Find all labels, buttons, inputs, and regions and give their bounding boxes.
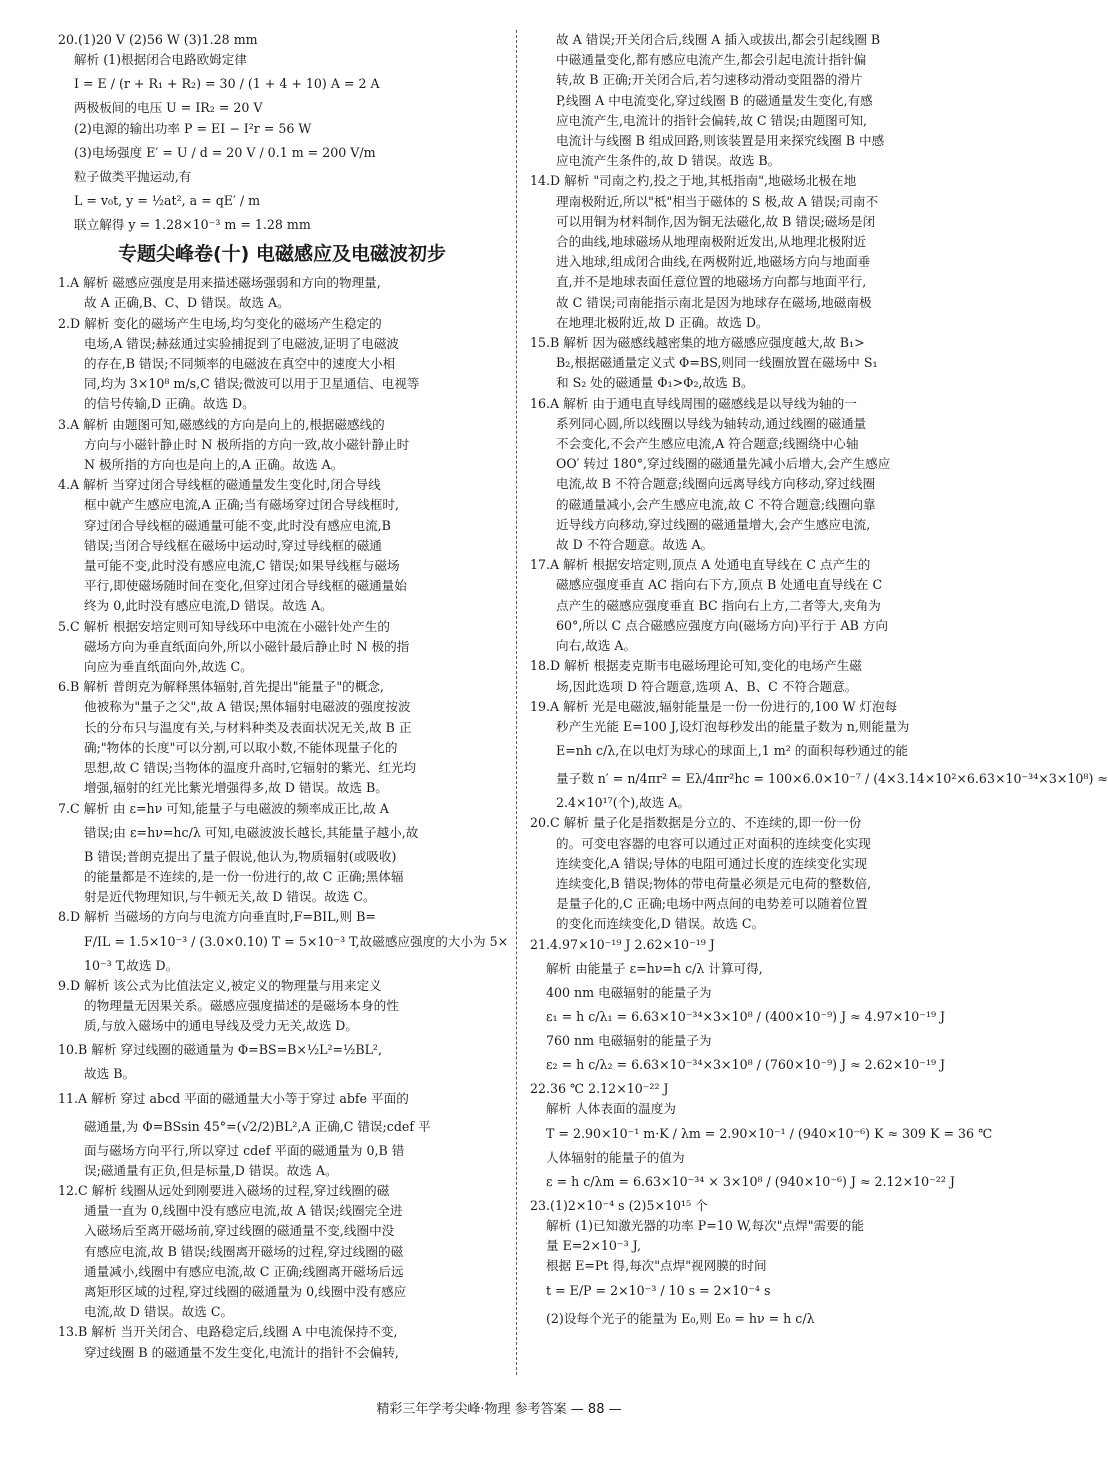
answer-line: 解析 人体表面的温度为: [546, 1101, 676, 1117]
answer-line: 方向与小磁针静止时 N 极所指的方向一致,故小磁针静止时: [84, 436, 410, 452]
answer-line: 20.C 解析 量子化是指数据是分立的、不连续的,即一份一份: [530, 815, 862, 831]
answer-line: 应电流产生条件的,故 D 错误。故选 B。: [556, 153, 781, 169]
column-divider: [516, 30, 518, 1375]
answer-line: 60°,所以 C 点合磁感应强度方向(磁场方向)平行于 AB 方向: [556, 617, 889, 633]
page-footer: 精彩三年学考尖峰·物理 参考答案 — 88 —: [376, 1402, 622, 1417]
answer-line: 量可能不变,此时没有感应电流,C 错误;如果导线框与磁场: [84, 558, 400, 574]
right-column: [530, 30, 1108, 1375]
answer-line: 的。可变电容器的电容可以通过正对面积的连续变化实现: [556, 835, 871, 851]
answer-line: 400 nm 电磁辐射的能量子为: [546, 984, 712, 1000]
answer-line: 5.C 解析 根据安培定则可知导线环中电流在小磁针处产生的: [58, 618, 390, 634]
answer-line: 质,与放入磁场中的通电导线及受力无关,故选 D。: [84, 1018, 358, 1034]
formula-line: ε₂ = h c/λ₂ = 6.63×10⁻³⁴×3×10⁸ / (760×10⁻⁹) J ≈ 2.62×10⁻¹⁹ J: [546, 1057, 946, 1073]
answer-line: (2)电源的输出功率 P = EI − I²r = 56 W: [74, 120, 312, 136]
formula-line: (2)设每个光子的能量为 E₀,则 E₀ = hν = h c/λ: [546, 1310, 815, 1326]
formula-line: T = 2.90×10⁻¹ m·K / λm = 2.90×10⁻¹ / (940×10⁻⁶) K ≈ 309 K = 36 ℃: [546, 1125, 993, 1141]
answer-line: B 错误;普朗克提出了量子假说,他认为,物质辐射(或吸收): [84, 848, 397, 864]
answer-line: 磁感应强度垂直 AC 指向右下方,顶点 B 处通电直导线在 C: [556, 577, 883, 593]
section-title: 专题尖峰卷(十) 电磁感应及电磁波初步: [118, 243, 446, 266]
answer-line: 理南极附近,所以"柢"相当于磁体的 S 极,故 A 错误;司南不: [556, 193, 879, 209]
answer-line: 同,均为 3×10⁸ m/s,C 错误;微波可以用于卫星通信、电视等: [84, 376, 420, 392]
answer-line: 转,故 B 正确;开关闭合后,若匀速移动滑动变阻器的滑片: [556, 72, 863, 88]
answer-line: 面与磁场方向平行,所以穿过 cdef 平面的磁通量为 0,B 错: [84, 1142, 405, 1158]
answer-line: 解析 (1)已知激光器的功率 P=10 W,每次"点焊"需要的能: [546, 1217, 864, 1233]
answer-line: 长的分布只与温度有关,与材料种类及表面状况无关,故 B 正: [84, 719, 412, 735]
answer-line: 20.(1)20 V (2)56 W (3)1.28 mm: [58, 32, 258, 47]
answer-line: 16.A 解析 由于通电直导线周围的磁感线是以导线为轴的一: [530, 395, 857, 411]
answer-line: 6.B 解析 普朗克为解释黑体辐射,首先提出"能量子"的概念,: [58, 679, 384, 695]
answer-line: 22.36 ℃ 2.12×10⁻²² J: [530, 1081, 669, 1097]
formula-line: (3)电场强度 E′ = U / d = 20 V / 0.1 m = 200 V/m: [74, 144, 376, 160]
answer-line: 确;"物体的长度"可以分割,可以取小数,不能体现量子化的: [84, 739, 398, 755]
answer-line: 有感应电流,故 B 错误;线圈离开磁场的过程,穿过线圈的磁: [84, 1243, 404, 1259]
answer-line: 通量减小,线圈中有感应电流,故 C 正确;线圈离开磁场后远: [84, 1263, 404, 1279]
answer-line: 7.C 解析 由 ε=hν 可知,能量子与电磁波的频率成正比,故 A: [58, 800, 389, 816]
answer-line: 在地理北极附近,故 D 正确。故选 D。: [556, 314, 769, 330]
formula-line: E=nh c/λ,在以电灯为球心的球面上,1 m² 的面积每秒通过的能: [556, 743, 909, 759]
answer-line: 系列同心圆,所以线圈以导线为轴转动,通过线圈的磁通量: [556, 415, 867, 431]
answer-line: 故 A 正确,B、C、D 错误。故选 A。: [84, 295, 290, 311]
answer-line: 错误;当闭合导线框在磁场中运动时,穿过导线框的磁通: [84, 537, 382, 553]
answer-line: 穿过线圈 B 的磁通量不发生变化,电流计的指针不会偏转,: [84, 1344, 399, 1360]
answer-line: 的磁通量减小,会产生感应电流,故 C 不符合题意;线圈向靠: [556, 496, 876, 512]
answer-line: 解析 由能量子 ε=hν=h c/λ 计算可得,: [546, 960, 763, 976]
formula-line: t = E/P = 2×10⁻³ / 10 s = 2×10⁻⁴ s: [546, 1282, 771, 1298]
answer-line: 连续变化,B 错误;物体的带电荷量必须是元电荷的整数倍,: [556, 875, 872, 891]
answer-line: 人体辐射的能量子的值为: [546, 1149, 685, 1165]
formula-line: ε = h c/λm = 6.63×10⁻³⁴ × 3×10⁸ / (940×10⁻⁶) J ≈ 2.12×10⁻²² J: [546, 1173, 955, 1189]
answer-line: 9.D 解析 该公式为比值法定义,被定义的物理量与用来定义: [58, 977, 382, 993]
answer-line: 点产生的磁感应强度垂直 BC 指向右上方,二者等大,夹角为: [556, 597, 881, 613]
answer-line: 12.C 解析 线圈从远处到刚要进入磁场的过程,穿过线圈的磁: [58, 1182, 390, 1198]
answer-line: 向应为垂直纸面向外,故选 C。: [84, 659, 253, 675]
formula-line: 10.B 解析 穿过线圈的磁通量为 Φ=BS=B×½L²=½BL²,: [58, 1042, 382, 1058]
answer-line: 增强,辐射的红光比紫光增强得多,故 D 错误。故选 B。: [84, 780, 388, 796]
answer-line: 量 E=2×10⁻³ J,: [546, 1238, 641, 1254]
formula-line: 磁通量,为 Φ=BSsin 45°=(√2/2)BL²,A 正确,C 错误;cdef 平: [84, 1118, 431, 1134]
formula-line: ε₁ = h c/λ₁ = 6.63×10⁻³⁴×3×10⁸ / (400×10⁻⁹) J ≈ 4.97×10⁻¹⁹ J: [546, 1008, 946, 1024]
formula-line: 量子数 n′ = n/4πr² = Eλ/4πr²hc = 100×6.0×10⁻⁷ / (4×3.14×10²×6.63×10⁻³⁴×3×10⁸) ≈: [556, 771, 1108, 787]
answer-line: 11.A 解析 穿过 abcd 平面的磁通量大小等于穿过 abfe 平面的: [58, 1090, 409, 1106]
answer-line: 联立解得 y = 1.28×10⁻³ m = 1.28 mm: [74, 217, 311, 233]
answer-line: 21.4.97×10⁻¹⁹ J 2.62×10⁻¹⁹ J: [530, 936, 715, 952]
answer-line: 入磁场后至离开磁场前,穿过线圈的磁通量不变,线圈中没: [84, 1223, 395, 1239]
answer-line: 的能量都是不连续的,是一份一份进行的,故 C 正确;黑体辐: [84, 868, 404, 884]
answer-line: P,线圈 A 中电流变化,穿过线圈 B 的磁通量发生变化,有感: [556, 92, 873, 108]
answer-line: 电流,故 D 错误。故选 C。: [84, 1304, 234, 1320]
answer-line: 故 A 错误;开关闭合后,线圈 A 插入或拔出,都会引起线圈 B: [556, 32, 881, 47]
answer-line: 760 nm 电磁辐射的能量子为: [546, 1032, 712, 1048]
answer-line: 他被称为"量子之父",故 A 错误;黑体辐射电磁波的强度按波: [84, 699, 411, 715]
answer-line: 23.(1)2×10⁻⁴ s (2)5×10¹⁵ 个: [530, 1197, 708, 1213]
answer-line: 10⁻³ T,故选 D。: [84, 957, 179, 973]
answer-line: 和 S₂ 处的磁通量 Φ₁>Φ₂,故选 B。: [556, 375, 754, 391]
answer-line: 射是近代物理知识,与牛顿无关,故 D 错误。故选 C。: [84, 889, 376, 905]
answer-line: OO′ 转过 180°,穿过线圈的磁通量先减小后增大,会产生感应: [556, 456, 891, 472]
answer-line: 的信号传输,D 正确。故选 D。: [84, 396, 255, 412]
answer-line: 解析 (1)根据闭合电路欧姆定律: [74, 52, 247, 68]
answer-line: 故选 B。: [84, 1066, 136, 1082]
answer-line: 电流,故 B 不符合题意;线圈向远离导线方向移动,穿过线圈: [556, 476, 876, 492]
answer-line: 15.B 解析 因为磁感线越密集的地方磁感应强度越大,故 B₁>: [530, 335, 865, 351]
answer-line: 中磁通量变化,都有感应电流产生,都会引起电流计指针偏: [556, 52, 867, 68]
answer-line: 误;磁通量有正负,但是标量,D 错误。故选 A。: [84, 1162, 338, 1178]
answer-line: 是量子化的,C 正确;电场中两点间的电势差可以随着位置: [556, 896, 868, 912]
answer-line: 两极板间的电压 U = IR₂ = 20 V: [74, 100, 263, 116]
answer-line: 的物理量无因果关系。磁感应强度描述的是磁场本身的性: [84, 997, 399, 1013]
answer-line: 17.A 解析 根据安培定则,顶点 A 处通电直导线在 C 点产生的: [530, 557, 871, 573]
answer-line: 离矩形区域的过程,穿过线圈的磁通量为 0,线圈中没有感应: [84, 1283, 407, 1299]
answer-line: 场,因此选项 D 符合题意,选项 A、B、C 不符合题意。: [556, 678, 858, 694]
formula-line: L = v₀t, y = ½at², a = qE′ / m: [74, 193, 261, 209]
answer-line: 2.4×10¹⁷(个),故选 A。: [556, 795, 691, 811]
answer-line: 可以用铜为材料制作,因为铜无法磁化,故 B 错误;磁场是闭: [556, 213, 876, 229]
answer-line: 粒子做类平抛运动,有: [74, 168, 192, 184]
answer-line: 电场,A 错误;赫兹通过实验捕捉到了电磁波,证明了电磁波: [84, 335, 400, 351]
answer-line: 连续变化,A 错误;导体的电阻可通过长度的连续变化实现: [556, 855, 868, 871]
answer-line: 平行,即使磁场随时间在变化,但穿过闭合导线框的磁通量始: [84, 578, 407, 594]
answer-line: 框中就产生感应电流,A 正确;当有磁场穿过闭合导线框时,: [84, 497, 400, 513]
answer-line: 秒产生光能 E=100 J,设灯泡每秒发出的能量子数为 n,则能量为: [556, 718, 910, 734]
answer-line: 电流计与线圈 B 组成回路,则该装置是用来探究线圈 B 中感: [556, 133, 885, 149]
left-column: [58, 30, 509, 1375]
formula-line: I = E / (r + R₁ + R₂) = 30 / (1 + 4 + 10) A = 2 A: [74, 76, 380, 92]
formula-line: 错误;由 ε=hν=hc/λ 可知,电磁波波长越长,其能量子越小,故: [84, 824, 419, 840]
answer-line: 向右,故选 A。: [556, 638, 637, 654]
answer-line: 19.A 解析 光是电磁波,辐射能量是一份一份进行的,100 W 灯泡每: [530, 698, 898, 714]
answer-line: 14.D 解析 "司南之杓,投之于地,其柢指南",地磁场北极在地: [530, 173, 857, 189]
answer-line: 直,并不是地球表面任意位置的地磁场方向都与地面平行,: [556, 274, 867, 290]
answer-line: 应电流产生,电流计的指针会偏转,故 C 错误;由题图可知,: [556, 112, 867, 128]
answer-line: N 极所指的方向也是向上的,A 正确。故选 A。: [84, 457, 344, 473]
answer-line: B₂,根据磁通量定义式 Φ=BS,则同一线圈放置在磁场中 S₁: [556, 355, 878, 371]
answer-line: 通量一直为 0,线圈中没有感应电流,故 A 错误;线圈完全进: [84, 1203, 403, 1219]
answer-line: 2.D 解析 变化的磁场产生电场,均匀变化的磁场产生稳定的: [58, 315, 382, 331]
answer-line: 根据 E=Pt 得,每次"点焊"视网膜的时间: [546, 1258, 767, 1274]
answer-line: 13.B 解析 当开关闭合、电路稳定后,线圈 A 中电流保持不变,: [58, 1324, 398, 1340]
answer-line: 近导线方向移动,穿过线圈的磁通量增大,会产生感应电流,: [556, 516, 871, 532]
formula-line: F/IL = 1.5×10⁻³ / (3.0×0.10) T = 5×10⁻³ T,故磁感应强度的大小为 5×: [84, 933, 509, 949]
answer-line: 磁场方向为垂直纸面向外,所以小磁针最后静止时 N 极的指: [84, 638, 410, 654]
answer-line: 3.A 解析 由题图可知,磁感线的方向是向上的,根据磁感线的: [58, 416, 385, 432]
answer-line: 进入地球,组成闭合曲线,在两极附近,地磁场方向与地面垂: [556, 254, 871, 270]
answer-line: 18.D 解析 根据麦克斯韦电磁场理论可知,变化的电场产生磁: [530, 658, 862, 674]
answer-line: 1.A 解析 磁感应强度是用来描述磁场强弱和方向的物理量,: [58, 275, 381, 291]
answer-line: 终为 0,此时没有感应电流,D 错误。故选 A。: [84, 598, 333, 614]
answer-line: 合的曲线,地球磁场从地理南极附近发出,从地理北极附近: [556, 234, 867, 250]
answer-line: 8.D 解析 当磁场的方向与电流方向垂直时,F=BIL,则 B=: [58, 909, 376, 925]
answer-line: 思想,故 C 错误;当物体的温度升高时,它辐射的紫光、红光均: [84, 760, 417, 776]
answer-line: 4.A 解析 当穿过闭合导线框的磁通量发生变化时,闭合导线: [58, 477, 381, 493]
answer-line: 穿过闭合导线框的磁通量可能不变,此时没有感应电流,B: [84, 517, 391, 533]
answer-line: 的存在,B 错误;不同频率的电磁波在真空中的速度大小相: [84, 356, 396, 372]
answer-line: 故 C 错误;司南能指示南北是因为地球存在磁场,地磁南极: [556, 294, 872, 310]
answer-line: 的变化而连续变化,D 错误。故选 C。: [556, 916, 765, 932]
answer-line: 不会变化,不会产生感应电流,A 符合题意;线圈绕中心轴: [556, 436, 859, 452]
answer-line: 故 D 不符合题意。故选 A。: [556, 537, 714, 553]
